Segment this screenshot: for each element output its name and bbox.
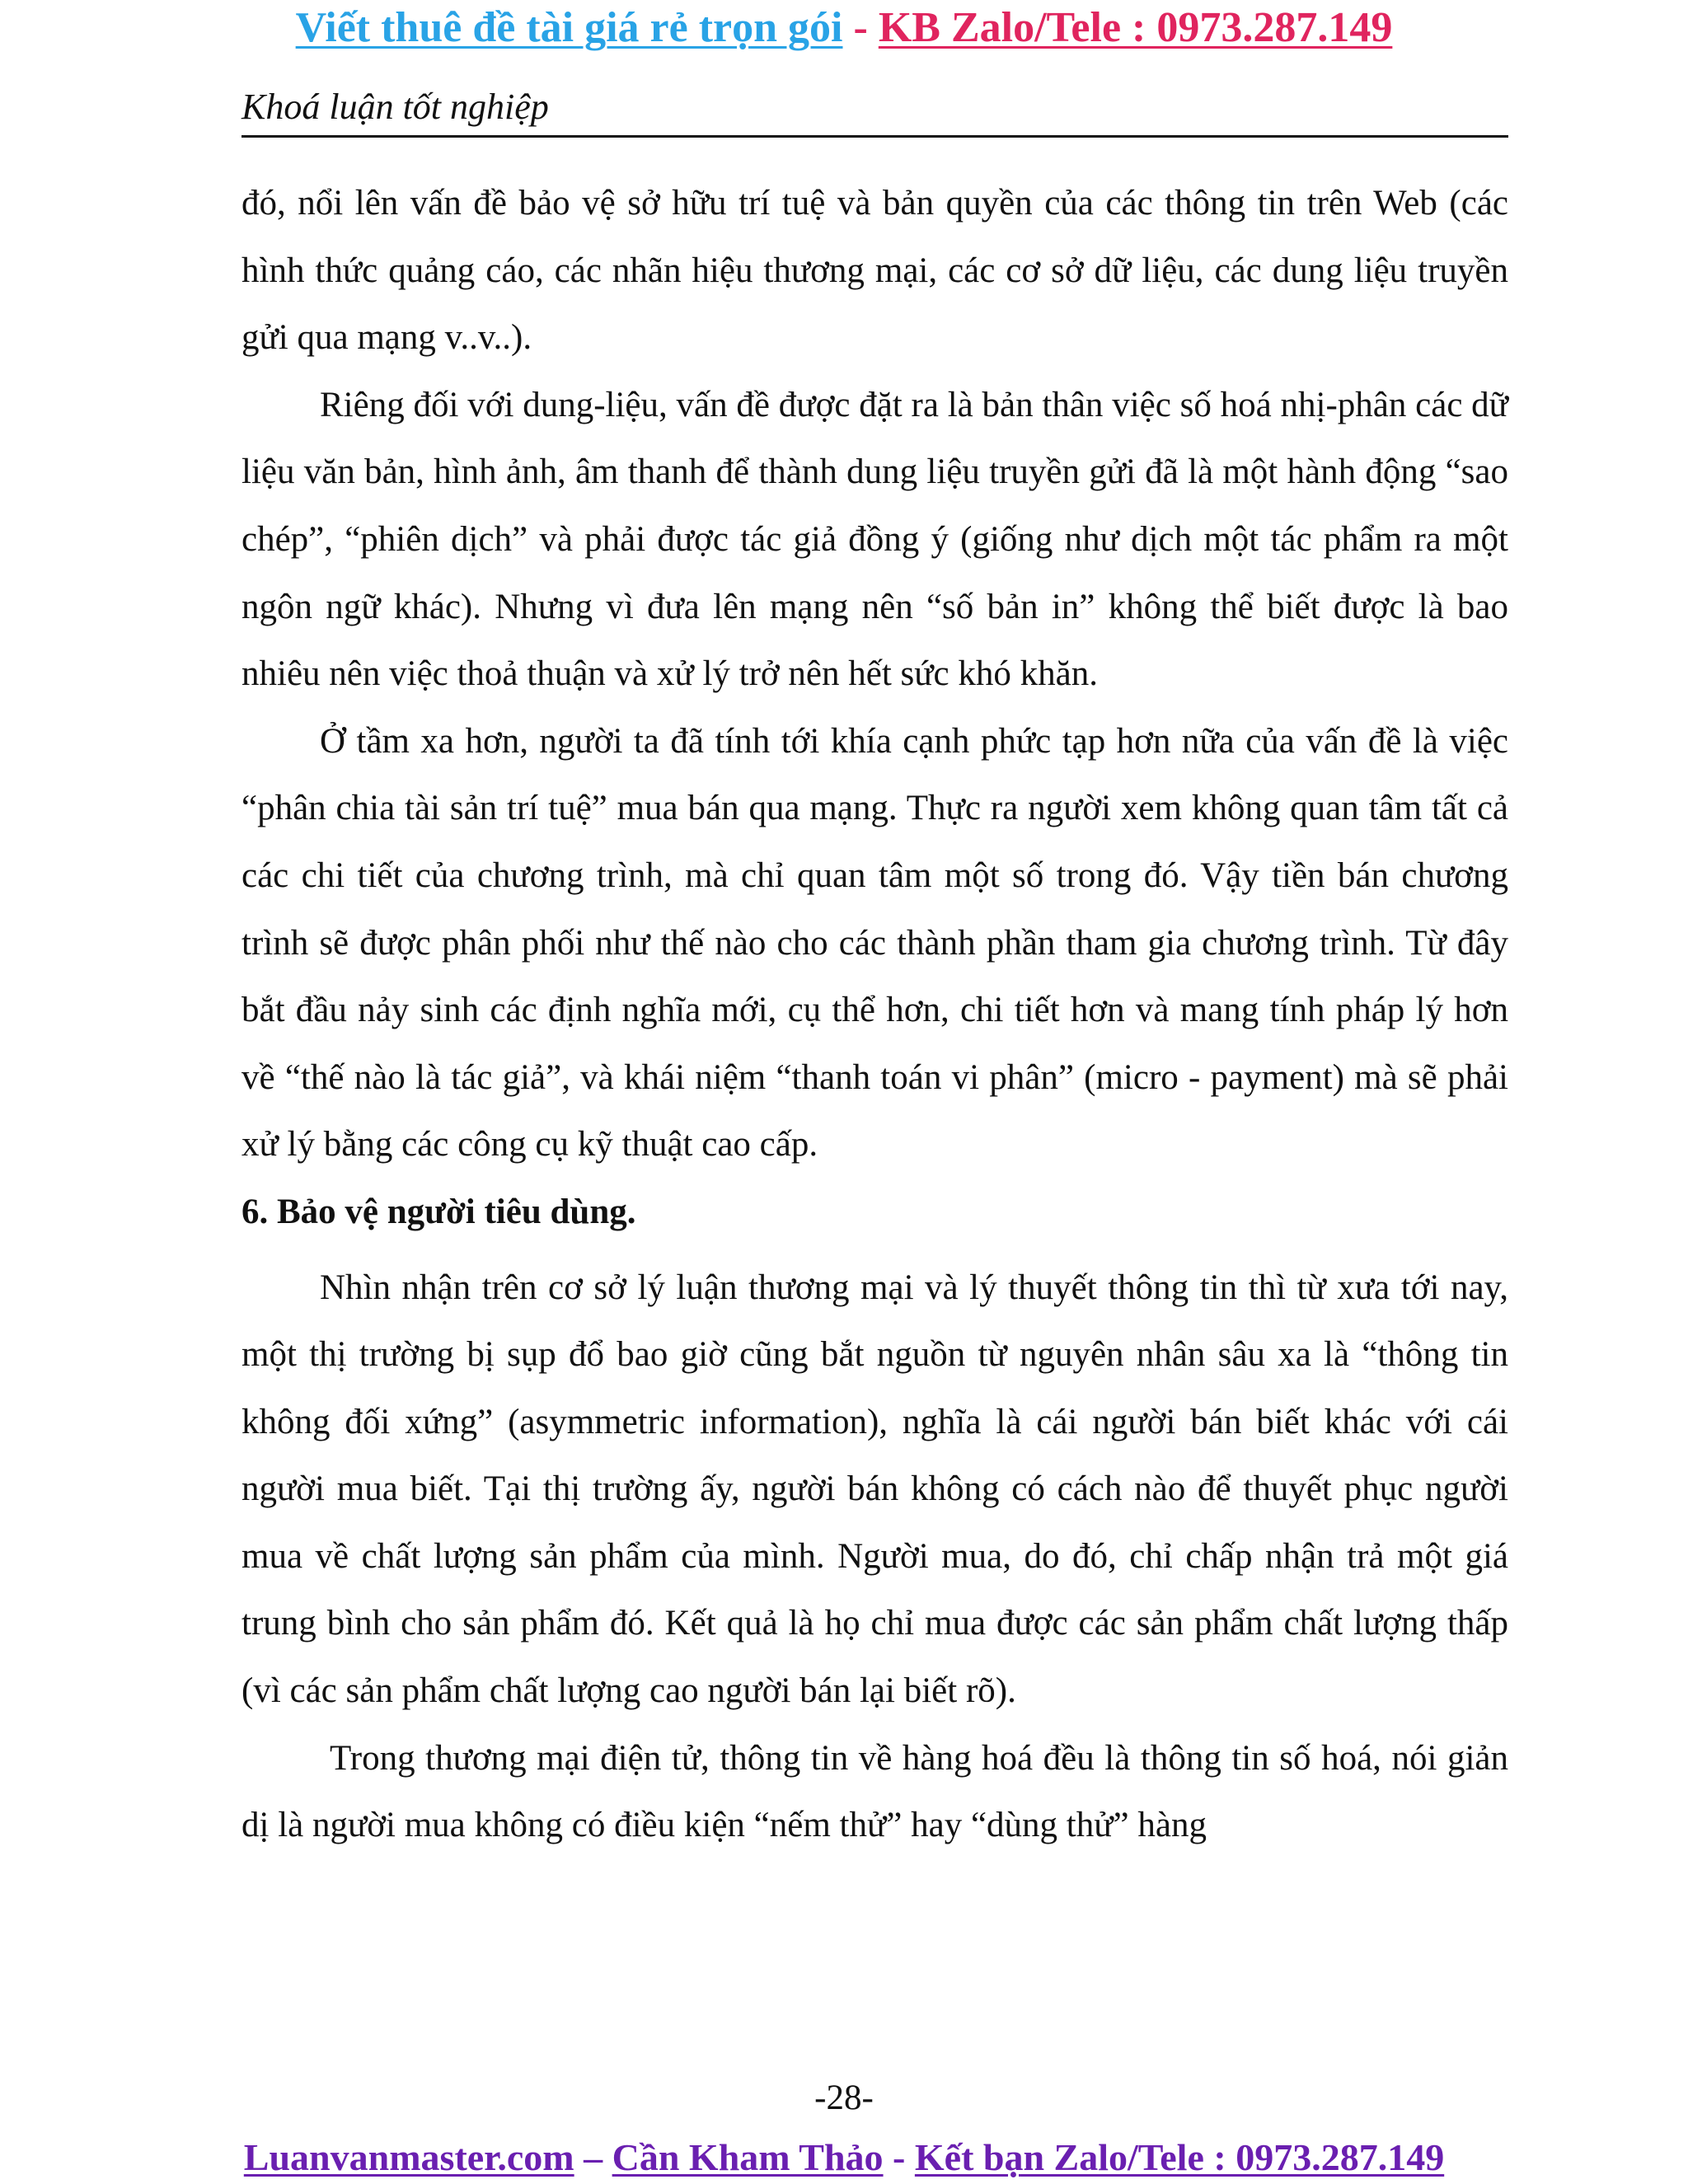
paragraph-4: Nhìn nhận trên cơ sở lý luận thương mại và lý thuyết thông tin thì từ xưa tới nay, một thị trường bị sụp đổ bao giờ cũng bắt nguồn từ nguyên nhân sâu xa là “thông tin không đối xứng” (asymmetric information), nghĩa là cái người bán biết khác với cái người mua biết. Tại thị trường ấy, người bán không có cách nào để thuyết phục người mua về chất lượng sản phẩm của mình. Người mua, do đó, chỉ chấp nhận trả một giá trung bình cho sản phẩm đó. Kết quả là họ chỉ mua được các sản phẩm chất lượng thấp (vì các sản phẩm chất lượng cao người bán lại biết rõ). — [241, 1268, 1508, 1711]
banner-separator-2: - — [883, 2136, 915, 2178]
document-header-title: Khoá luận tốt nghiệp — [241, 87, 549, 127]
header-divider — [241, 135, 1508, 138]
paragraph-3: Ở tầm xa hơn, người ta đã tính tới khía cạnh phức tạp hơn nữa của vấn đề là việc “phân chia tài sản trí tuệ” mua bán qua mạng. Thực ra người xem không quan tâm tất cả các chi tiết của chương trình, mà chỉ quan tâm một số trong đó. Vậy tiền bán chương trình sẽ được phân phối như thế nào cho các thành phần tham gia chương trình. Từ đây bắt đầu nảy sinh các định nghĩa mới, cụ thể hơn, chi tiết hơn và mang tính pháp lý hơn về “thế nào là tác giả”, và khái niệm “thanh toán vi phân” (micro - payment) mà sẽ phải xử lý bằng các công cụ kỹ thuật cao cấp. — [241, 721, 1508, 1165]
section-heading: 6. Bảo vệ người tiêu dùng. — [241, 1192, 636, 1231]
bottom-banner — [0, 2135, 1688, 2181]
author-link[interactable]: Cần Kham Thảo — [612, 2136, 884, 2178]
website-link[interactable]: Luanvanmaster.com — [243, 2136, 574, 2178]
top-banner — [0, 2, 1688, 54]
paragraph-2: Riêng đối với dung-liệu, vấn đề được đặt ra là bản thân việc số hoá nhị-phân các dữ liệu văn bản, hình ảnh, âm thanh để thành dung liệu truyền gửi đã là một hành động “sao chép”, “phiên dịch” và phải được tác giả đồng ý (giống như dịch một tác phẩm ra một ngôn ngữ khác). Nhưng vì đưa lên mạng nên “số bản in” không thể biết được là bao nhiêu nên việc thoả thuận và xử lý trở nên hết sức khó khăn. — [241, 385, 1508, 694]
contact-link[interactable]: KB Zalo/Tele : 0973.287.149 — [878, 4, 1393, 51]
service-link[interactable]: Viết thuê đề tài giá rẻ trọn gói — [295, 4, 843, 51]
banner-separator-1: – — [574, 2136, 612, 2178]
page-number: -28- — [814, 2079, 874, 2117]
zalo-contact-link[interactable]: Kết bạn Zalo/Tele : 0973.287.149 — [914, 2136, 1445, 2178]
banner-separator: - — [842, 4, 879, 51]
paragraph-5: Trong thương mại điện tử, thông tin về hàng hoá đều là thông tin số hoá, nói giản dị là người mua không có điều kiện “nếm thử” hay “dùng thử” hàng — [241, 1738, 1508, 1845]
paragraph-1: đó, nổi lên vấn đề bảo vệ sở hữu trí tuệ và bản quyền của các thông tin trên Web (các hình thức quảng cáo, các nhãn hiệu thương mại, các cơ sở dữ liệu, các dung liệu truyền gửi qua mạng v..v..). — [241, 184, 1508, 358]
document-body — [241, 170, 1508, 1859]
